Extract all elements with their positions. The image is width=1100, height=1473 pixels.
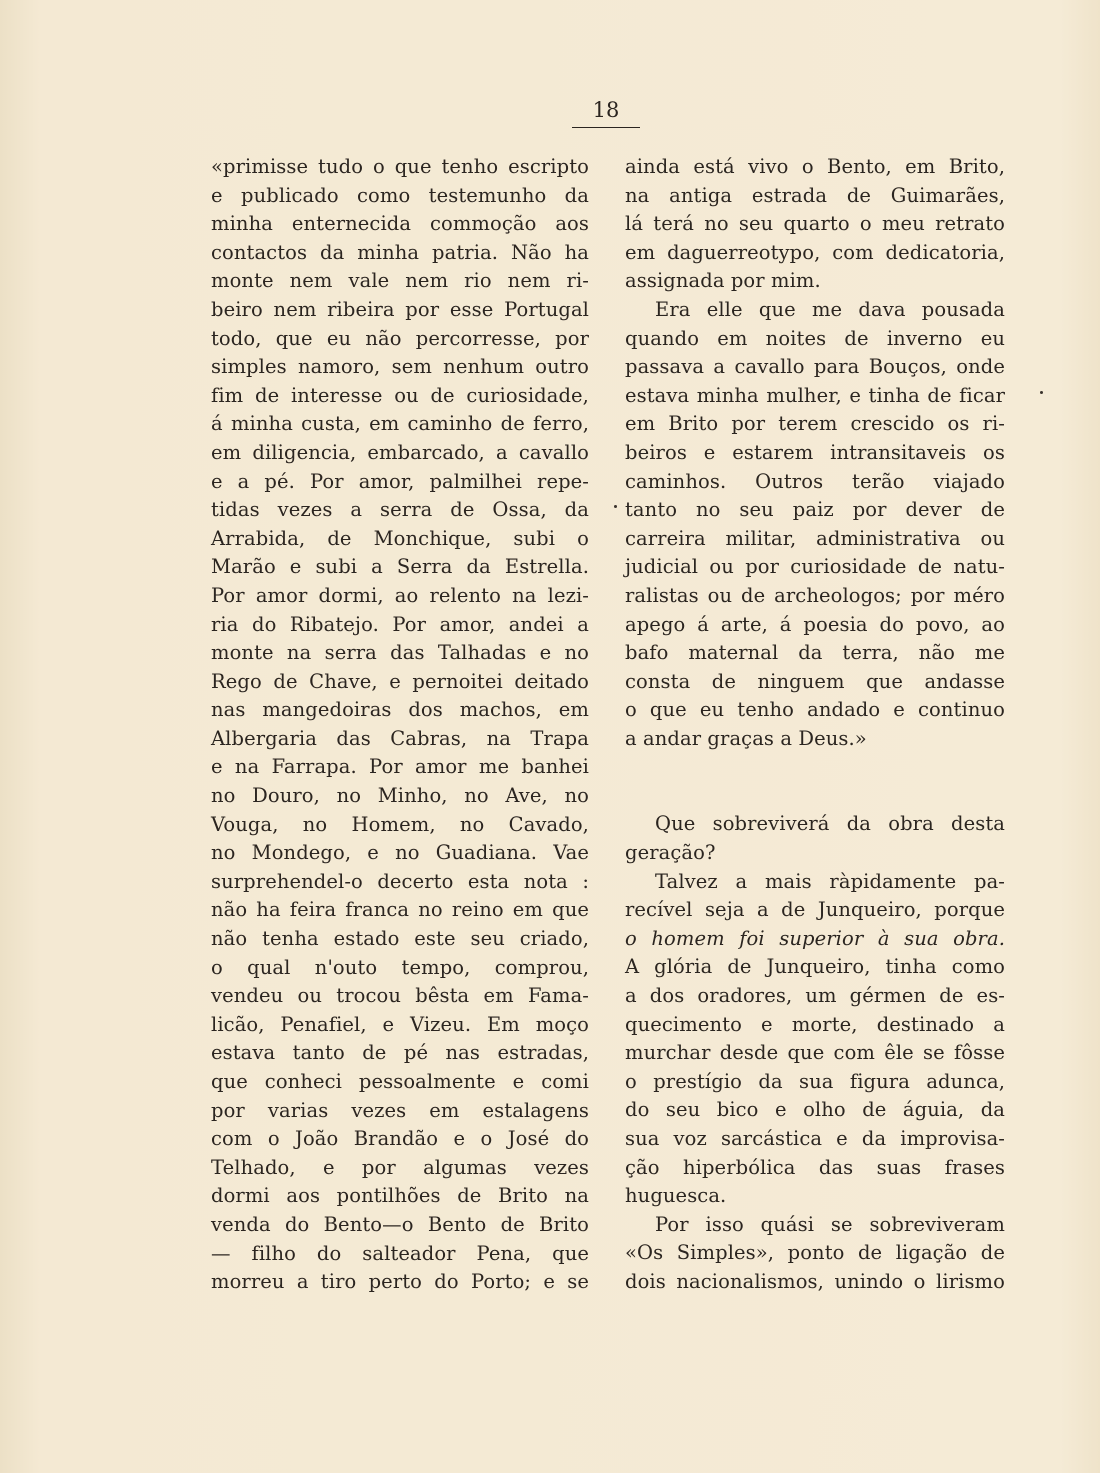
- text-line: não ha feira franca no reino em que: [211, 898, 589, 922]
- section-gap: [625, 753, 1005, 810]
- essay-line: huguesca.: [625, 1184, 727, 1208]
- essay-line: A glória de Junqueiro, tinha como: [625, 955, 1005, 979]
- essay-line: Que sobreviverá da obra desta: [655, 812, 1005, 836]
- quote-line: caminhos. Outros terão viajado: [625, 469, 1005, 493]
- text-line: tidas vezes a serra de Ossa, da: [211, 498, 589, 522]
- quote-line: passava a cavallo para Bouços, onde: [625, 355, 1005, 379]
- text-line: Arrabida, de Monchique, subi o: [211, 526, 589, 550]
- text-line: monte na serra das Talhadas e no: [211, 641, 589, 665]
- print-speck: [614, 505, 617, 508]
- text-line: que conheci pessoalmente e comi: [211, 1070, 589, 1093]
- text-line: monte nem vale nem rio nem ri-: [211, 269, 589, 293]
- text-line: venda do Bento—o Bento de Brito: [211, 1212, 589, 1236]
- text-line: dormi aos pontilhões de Brito na: [211, 1184, 589, 1208]
- essay-line: quecimento e morte, destinado a: [625, 1012, 1005, 1036]
- quote-line: em Brito por terem crescido os ri-: [625, 412, 1005, 436]
- text-line: beiro nem ribeira por esse Portugal: [211, 297, 589, 321]
- text-line: no Mondego, e no Guadiana. Vae: [211, 841, 589, 865]
- quote-line: beiros e estarem intransitaveis os: [625, 440, 1005, 464]
- text-line: e na Farrapa. Por amor me banhei: [211, 755, 589, 779]
- essay-line: dois nacionalismos, unindo o lirismo: [625, 1269, 1005, 1293]
- essay-line: o prestígio da sua figura adunca,: [625, 1069, 1005, 1093]
- text-line: ria do Ribatejo. Por amor, andei a: [211, 612, 589, 636]
- text-line: Telhado, e por algumas vezes: [211, 1155, 589, 1179]
- text-line: Por amor dormi, ao relento na lezi-: [211, 583, 589, 607]
- quote-line: a andar graças a Deus.»: [625, 726, 867, 750]
- essay-line: do seu bico e olho de águia, da: [625, 1098, 1005, 1122]
- quote-line: tanto no seu paiz por dever de: [625, 498, 1005, 522]
- quote-line: judicial ou por curiosidade de natu-: [625, 555, 1005, 579]
- quote-line: em daguerreotypo, com dedicatoria,: [625, 240, 1005, 264]
- text-line: Rego de Chave, e pernoitei deitado: [211, 669, 589, 693]
- page-number: 18: [592, 98, 620, 122]
- right-column: [625, 153, 1005, 1297]
- text-line: surprehendel-o decerto esta nota :: [211, 869, 589, 893]
- text-line: estava tanto de pé nas estradas,: [211, 1041, 589, 1065]
- text-line: «primisse tudo o que tenho escripto: [211, 155, 589, 178]
- quote-line: bafo maternal da terra, não me: [625, 641, 1005, 665]
- text-line: em diligencia, embarcado, a cavallo: [211, 440, 589, 464]
- quote-line: ainda está vivo o Bento, em Brito,: [625, 155, 1005, 178]
- text-line: e publicado como testemunho da: [211, 183, 589, 207]
- left-column: [211, 153, 589, 1297]
- text-line: o qual n'outo tempo, comprou,: [211, 955, 589, 979]
- quote-line: estava minha mulher, e tinha de ficar: [625, 383, 1005, 407]
- essay-line: «Os Simples», ponto de ligação de: [625, 1241, 1005, 1265]
- text-line: á minha custa, em caminho de ferro,: [211, 412, 589, 436]
- text-line: licão, Penafiel, e Vizeu. Em moço: [211, 1012, 589, 1036]
- text-line: minha enternecida commoção aos: [211, 212, 589, 236]
- quote-line: o que eu tenho andado e continuo: [625, 698, 1005, 722]
- text-line: não tenha estado este seu criado,: [211, 927, 589, 951]
- essay-line: ção hiperbólica das suas frases: [625, 1155, 1005, 1179]
- text-line: e a pé. Por amor, palmilhei repe-: [211, 469, 589, 493]
- text-line: vendeu ou trocou bêsta em Fama-: [211, 984, 589, 1008]
- text-line: todo, que eu não percorresse, por: [211, 326, 589, 350]
- page-number-rule: [572, 127, 640, 128]
- quote-line: consta de ninguem que andasse: [625, 669, 1005, 693]
- text-line: simples namoro, sem nenhum outro: [211, 355, 589, 379]
- text-line: — filho do salteador Pena, que: [211, 1241, 589, 1265]
- quote-line: lá terá no seu quarto o meu retrato: [625, 212, 1005, 236]
- text-line: com o João Brandão e o José do: [211, 1127, 589, 1151]
- essay-line: geração?: [625, 841, 716, 865]
- text-line: contactos da minha patria. Não ha: [211, 240, 589, 264]
- essay-line: Por isso quási se sobreviveram: [655, 1212, 1005, 1236]
- text-line: morreu a tiro perto do Porto; e se: [211, 1270, 589, 1294]
- text-line: Marão e subi a Serra da Estrella.: [211, 555, 589, 579]
- essay-line: a dos oradores, um gérmen de es-: [625, 984, 1005, 1008]
- essay-line: murchar desde que com êle se fôsse: [625, 1041, 1005, 1065]
- quote-line: ralistas ou de archeologos; por méro: [625, 583, 1005, 607]
- quote-line: quando em noites de inverno eu: [625, 326, 1005, 350]
- quote-line: na antiga estrada de Guimarães,: [625, 183, 1005, 207]
- text-line: Vouga, no Homem, no Cavado,: [211, 812, 589, 836]
- text-line: por varias vezes em estalagens: [211, 1098, 589, 1122]
- quote-line: carreira militar, administrativa ou: [625, 526, 1005, 550]
- text-line: no Douro, no Minho, no Ave, no: [211, 784, 589, 808]
- essay-line: Talvez a mais ràpidamente pa-: [655, 869, 1005, 893]
- text-line: Albergaria das Cabras, na Trapa: [211, 726, 589, 750]
- essay-line-italic: o homem foi superior à sua obra.: [625, 926, 1005, 950]
- text-line: fim de interesse ou de curiosidade,: [211, 383, 589, 407]
- essay-line: sua voz sarcástica e da improvisa-: [625, 1127, 1005, 1150]
- essay-line: recível seja a de Junqueiro, porque: [625, 898, 1005, 922]
- text-line: nas mangedoiras dos machos, em: [211, 698, 589, 722]
- quote-line: apego á arte, á poesia do povo, ao: [625, 612, 1005, 636]
- quote-line: assignada por mim.: [625, 269, 821, 293]
- quote-line: Era elle que me dava pousada: [655, 297, 1005, 321]
- print-speck: [1040, 391, 1043, 394]
